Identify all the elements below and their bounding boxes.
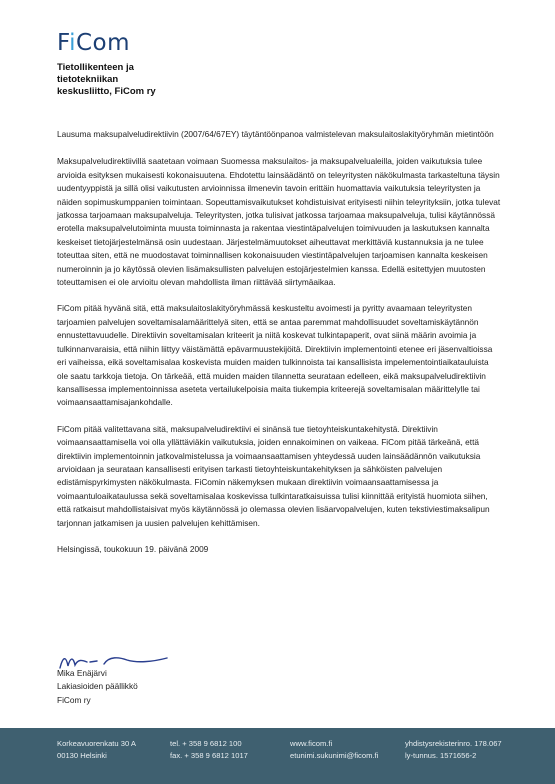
document-body: [57, 128, 502, 556]
footer-website-link[interactable]: www.ficom.fi: [290, 739, 333, 748]
organization-name-line: keskusliitto, FiCom ry: [57, 86, 156, 97]
footer-address: [57, 738, 136, 762]
organization-name: [57, 62, 277, 98]
organization-name-line: Tietollikenteen ja: [57, 62, 134, 73]
footer-email-link[interactable]: etunimi.sukunimi@ficom.fi: [290, 751, 379, 760]
signer-name: Mika Enäjärvi: [57, 668, 107, 678]
body-paragraph: Maksupalveludirektiivillä saatetaan voimaan Suomessa maksulaitos- ja maksupalvelualeilla, joiden vaikutuksia tulee arvioida esityksen mukaisesti kokonaisuutena. Ehdotettu lainsäädäntö on teleyritysten näkökulmasta tarkasteltuna täysin uudentyyppistä ja sillä olisi vaikutusten arvioinnissa ilmenevin tavoin erittäin huomattavia vaikutuksia teleyritysten ja näiden sopimuskumppanien toimintaan. Sopeuttamisvaikutukset kohdistuisivat erityisesti niihin teleyrityksiin, jotka tulevat jatkossa tarjoamaan maksupalveluja. Teleyritysten, jotka tulisivat jatkossa tarjoamaa maksupalveluja, tulisi käytännössä erotella maksupalvelutoiminta muusta toiminnasta ja rakentaa viestintäpalvelujen toimivuuden ja laskutuksen kannalta keskeiset tietojärjestelmänsä osin uudestaan. Järjestelmämuutokset aiheuttavat merkittäviä kustannuksia ja ne tulee toteuttaa siten, että ne muodostavat toiminnallisen kokonaisuuden viestintäpalvelujen tarjoamisen kannalta keskeisen numeroinnin ja jo käytössä olevien lisämaksullisten palvelujen estojärjestelmien kanssa. Edellä esitettyjen muutosten toteuttamisen ei ole arvioitu olevan mahdollista ilman riittävää siirtymäaikaa.: [57, 156, 501, 288]
footer-address-line: Korkeavuorenkatu 30 A: [57, 739, 136, 748]
footer-registry-number: yhdistysrekisterinro. 178.067: [405, 739, 502, 748]
place-and-date: Helsingissä, toukokuun 19. päivänä 2009: [57, 543, 209, 554]
signer-organization: FiCom ry: [57, 694, 91, 705]
ficom-logo: FiCom: [57, 30, 130, 56]
footer-bar: [0, 728, 555, 784]
signer-block: [57, 667, 138, 707]
body-paragraph: FiCom pitää hyvänä sitä, että maksulaitoslakityöryhmässä keskusteltu avoimesti ja pyritty avaamaan teleyritysten tarjoamien palvelujen soveltamisalamäärittelyä siten, että se antaa paremmat mahdollisuudet soveltamiskäytännön ennustettavuudelle. Direktiivin soveltamisalan kriteerit ja niitä koskevat tulkintapaperit, ovat siinä määrin avoimia ja tulkinnanvaraisia, että niihin liittyy väistämättä epävarmuustekijöitä. Direktiivin implementointi etenee eri jäsenvaltioissa eri vaiheissa, eikä soveltamisalaa koskevista muiden maiden tulkinnoista tai kansallisista impelementointiaikatauluista ole saatu tarkkoja tietoja. On tärkeää, että muiden maiden tilannetta seurataan edelleen, eikä maksupalveludirektiivin kansallisessa implementoinnissa aseteta vertailukelpoisia maita tiukempia kriteerejä soveltamisalan määrittelylle tai voimaansaattamisajankohdalle.: [57, 303, 493, 408]
footer-web: [290, 738, 378, 762]
organization-name-line: tietotekniikan: [57, 74, 119, 85]
footer-business-id: ly-tunnus. 1571656-2: [405, 751, 477, 760]
footer-registry: [405, 738, 502, 762]
footer-address-line: 00130 Helsinki: [57, 751, 107, 760]
footer-fax-line: fax. + 358 9 6812 1017: [170, 751, 248, 760]
document-subject: Lausuma maksupalveludirektiivin (2007/64/67EY) täytäntöönpanoa valmistelevan maksulaitoslakityöryhmän mietintöön: [57, 129, 494, 139]
body-paragraph: FiCom pitää valitettavana sitä, maksupalveludirektiivi ei sinänsä tue tietoyhteiskuntakehitystä. Direktiivin voimaansaattamisella voi olla yllättäviäkin vaikutuksia, joiden ennakoiminen on vaikeaa. FiCom pitää tärkeänä, että direktiivin implementoinnin jatkovalmistelussa ja voimaansaattamisen yhteydessä uuden lainsäädännön vaikutuksia arvioidaan ja seurataan kansallisesti erityisen tarkasti tietoyhteiskuntakehityksen ja sähköisten palvelujen edistämispyrkimysten näkökulmasta. FiComin näkemyksen mukaan direktiivin voimaansaattamisessa ja voimaantuloaikataulussa sekä soveltamisalaa koskevissa tulkintaratkaisuissa tulisi kiinnittää erityistä huomiota siihen, että ratkaisut mahdollistaisivat myös käytännössä jo olemassa olevien lisäarvopalvelujen, kuten tekstiviestimaksalipun tarjonnan jatkamisen ja uusien palvelujen kehittämisen.: [57, 423, 490, 528]
footer-phone: [170, 738, 248, 762]
signer-title: Lakiasioiden päällikkö: [57, 681, 138, 692]
footer-phone-line: tel. + 358 9 6812 100: [170, 739, 242, 748]
